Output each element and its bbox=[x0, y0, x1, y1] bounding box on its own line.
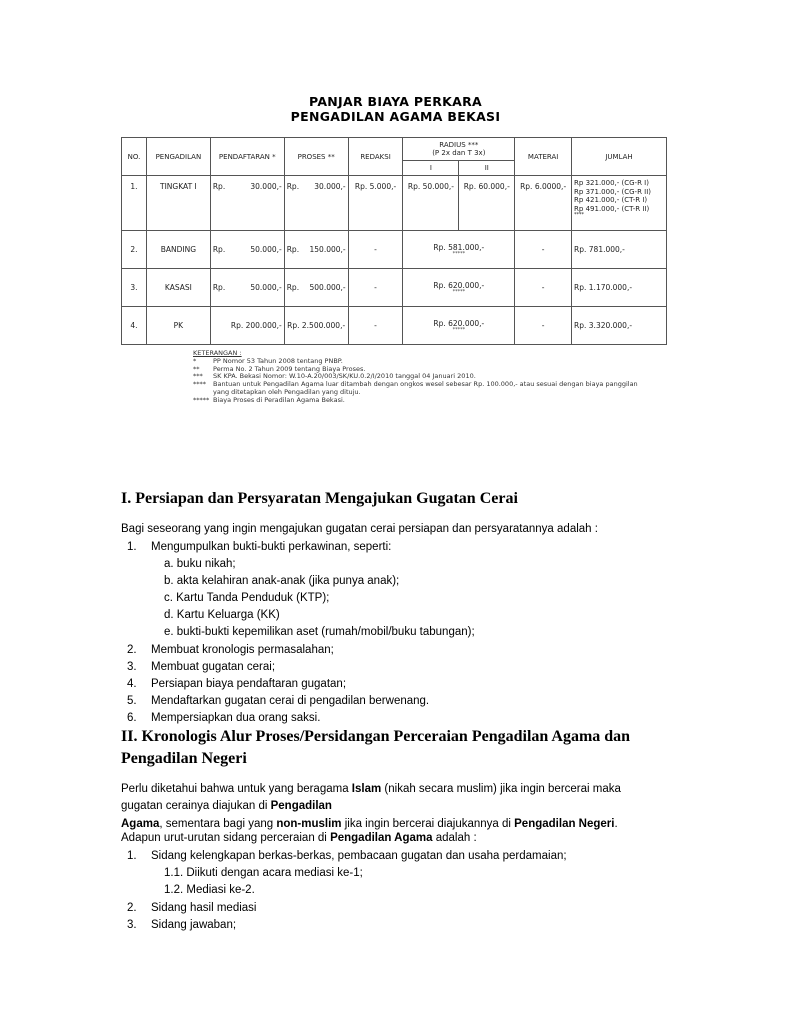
text-run: jika ingin bercerai diajukannya di bbox=[341, 818, 515, 830]
radius-value: Rp. 620.000,- bbox=[433, 318, 485, 328]
cell-amount: 150.000,- bbox=[309, 245, 346, 254]
cell-amount: 30.000,- bbox=[250, 182, 282, 191]
note-mark: * bbox=[193, 356, 197, 365]
list-item bbox=[127, 848, 567, 865]
section2-heading bbox=[121, 726, 630, 770]
radius-value: Rp. 581.000,- bbox=[433, 242, 485, 252]
cell-radius-i: Rp. 50.000,- bbox=[403, 176, 459, 231]
radius-label: RADIUS *** bbox=[439, 141, 479, 149]
section1-heading: I. Persiapan dan Persyaratan Mengajukan Gugatan Cerai bbox=[121, 490, 518, 507]
list-text: Mengumpulkan bukti-bukti perkawinan, seperti: bbox=[151, 541, 392, 553]
section2-para-line bbox=[121, 781, 621, 798]
section2-para-line bbox=[121, 798, 332, 815]
list-number: 2. bbox=[127, 644, 137, 656]
cell-jumlah bbox=[572, 176, 667, 231]
cell-jumlah: Rp. 781.000,- bbox=[572, 231, 667, 269]
col-header-radius-i: I bbox=[403, 161, 459, 176]
cell-materai: - bbox=[515, 231, 572, 269]
col-header-pengadilan: PENGADILAN bbox=[146, 138, 210, 176]
list-item bbox=[127, 693, 429, 710]
cell-currency: Rp. bbox=[212, 245, 226, 254]
list-text: Sidang jawaban; bbox=[151, 919, 237, 931]
col-header-no: NO. bbox=[122, 138, 147, 176]
cell-currency: Rp. bbox=[286, 182, 300, 191]
section1-intro: Bagi seseorang yang ingin mengajukan gugatan cerai persiapan dan persyaratannya adalah : bbox=[121, 523, 598, 535]
text-run: , sementara bagi yang bbox=[159, 818, 277, 830]
table-row bbox=[122, 231, 667, 269]
note-text: Bantuan untuk Pengadilan Agama luar ditambah dengan ongkos wesel sebesar Rp. 100.000,- atau sesuai dengan biaya panggilan bbox=[213, 380, 638, 389]
sub-list-item: a. buku nikah; bbox=[164, 558, 236, 570]
col-header-radius-ii: II bbox=[459, 161, 515, 176]
fee-table bbox=[121, 137, 667, 345]
col-header-proses: PROSES ** bbox=[284, 138, 348, 176]
cell-redaksi: Rp. 5.000,- bbox=[348, 176, 403, 231]
cell-currency: Rp. bbox=[212, 182, 226, 191]
list-text: Sidang kelengkapan berkas-berkas, pembacaan gugatan dan usaha perdamaian; bbox=[151, 850, 567, 862]
note-mark: *** bbox=[193, 372, 203, 381]
list-item bbox=[127, 710, 320, 727]
list-text: Membuat gugatan cerai; bbox=[151, 661, 276, 673]
list-item bbox=[127, 900, 256, 917]
text-run-bold: non-muslim bbox=[276, 818, 342, 830]
list-text: Mempersiapkan dua orang saksi. bbox=[151, 712, 321, 724]
note-mark: ***** bbox=[193, 395, 210, 404]
cell-pendaftaran: Rp. 200.000,- bbox=[210, 307, 284, 345]
cell-amount: 50.000,- bbox=[250, 245, 282, 254]
text-run: Perlu diketahui bahwa untuk yang beragama bbox=[121, 783, 352, 795]
table-row bbox=[122, 307, 667, 345]
list-number: 6. bbox=[127, 712, 137, 724]
cell-no: 2. bbox=[122, 231, 147, 269]
list-text: Sidang hasil mediasi bbox=[151, 902, 257, 914]
jumlah-line: Rp 491.000,- (CT-R II) bbox=[574, 204, 650, 213]
figure-title: PANJAR BIAYA PERKARA bbox=[309, 94, 482, 109]
list-number: 1. bbox=[127, 850, 137, 862]
list-text: Membuat kronologis permasalahan; bbox=[151, 644, 334, 656]
cell-amount: 50.000,- bbox=[250, 283, 282, 292]
text-run: . bbox=[614, 818, 618, 830]
figure-subtitle: PENGADILAN AGAMA BEKASI bbox=[290, 109, 501, 124]
cell-radius bbox=[403, 269, 515, 307]
note-text: SK KPA. Bekasi Nomor: W.10-A.20/003/SK/KU.0.2/I/2010 tanggal 04 Januari 2010. bbox=[213, 372, 476, 381]
cell-materai: - bbox=[515, 307, 572, 345]
list-item bbox=[127, 642, 334, 659]
list-number: 3. bbox=[127, 919, 137, 931]
cell-no: 1. bbox=[122, 176, 147, 231]
cell-radius bbox=[403, 231, 515, 269]
notes-heading: KETERANGAN : bbox=[193, 349, 242, 357]
list-item bbox=[127, 676, 346, 693]
cell-jumlah: Rp. 1.170.000,- bbox=[572, 269, 667, 307]
cell-pengadilan: PK bbox=[146, 307, 210, 345]
radius-stars: ***** bbox=[452, 250, 466, 257]
note-item bbox=[193, 397, 663, 405]
cell-redaksi: - bbox=[348, 307, 403, 345]
radius-stars: ***** bbox=[452, 326, 466, 333]
jumlah-stars: **** bbox=[574, 212, 585, 218]
text-run-bold: Agama bbox=[121, 818, 160, 830]
cell-proses bbox=[284, 176, 348, 231]
cell-materai: - bbox=[515, 269, 572, 307]
text-run-bold: Islam bbox=[351, 783, 382, 795]
section2-para-line bbox=[121, 830, 477, 847]
cell-proses bbox=[284, 231, 348, 269]
list-number: 1. bbox=[127, 541, 137, 553]
list-number: 5. bbox=[127, 695, 137, 707]
cell-radius bbox=[403, 307, 515, 345]
cell-amount: 500.000,- bbox=[309, 283, 346, 292]
note-text: Biaya Proses di Peradilan Agama Bekasi. bbox=[213, 395, 345, 404]
list-item bbox=[127, 917, 236, 934]
cell-pengadilan: KASASI bbox=[146, 269, 210, 307]
jumlah-line: Rp 371.000,- (CG-R II) bbox=[574, 187, 652, 196]
text-run-bold: Pengadilan Negeri bbox=[514, 818, 615, 830]
col-header-redaksi: REDAKSI bbox=[348, 138, 403, 176]
cell-pengadilan: BANDING bbox=[146, 231, 210, 269]
note-text: yang ditetapkan oleh Pengadilan yang dituju. bbox=[213, 387, 361, 396]
section2-heading-line2: Pengadilan Negeri bbox=[121, 750, 247, 767]
cell-currency: Rp. bbox=[286, 283, 300, 292]
cell-no: 4. bbox=[122, 307, 147, 345]
text-run-bold: Pengadilan Agama bbox=[330, 832, 433, 844]
jumlah-line: Rp 421.000,- (CT-R I) bbox=[574, 196, 648, 204]
col-header-jumlah: JUMLAH bbox=[572, 138, 667, 176]
cell-radius-ii: Rp. 60.000,- bbox=[459, 176, 515, 231]
table-header-row bbox=[122, 138, 667, 161]
cell-pendaftaran bbox=[210, 231, 284, 269]
cell-redaksi: - bbox=[348, 269, 403, 307]
radius-sublabel: (P 2x dan T 3x) bbox=[432, 149, 486, 157]
table-row bbox=[122, 176, 667, 231]
text-run: Adapun urut-urutan sidang perceraian di bbox=[121, 832, 331, 844]
table-notes bbox=[193, 350, 663, 405]
cell-currency: Rp. bbox=[212, 283, 226, 292]
sub-list-item: 1.2. Mediasi ke-2. bbox=[164, 884, 255, 896]
list-item bbox=[127, 539, 391, 556]
sub-list-item: c. Kartu Tanda Penduduk (KTP); bbox=[164, 592, 330, 604]
text-run: adalah : bbox=[432, 832, 477, 844]
jumlah-line: Rp 321.000,- (CG-R I) bbox=[574, 179, 649, 187]
col-header-materai: MATERAI bbox=[515, 138, 572, 176]
col-header-radius bbox=[403, 138, 515, 161]
radius-value: Rp. 620.000,- bbox=[433, 280, 485, 290]
sub-list-item: 1.1. Diikuti dengan acara mediasi ke-1; bbox=[164, 867, 363, 879]
cell-jumlah: Rp. 3.320.000,- bbox=[572, 307, 667, 345]
cell-redaksi: - bbox=[348, 231, 403, 269]
list-item bbox=[127, 659, 275, 676]
section2-heading-line1: II. Kronologis Alur Proses/Persidangan Perceraian Pengadilan Agama dan bbox=[121, 728, 631, 745]
col-header-pendaftaran: PENDAFTARAN * bbox=[210, 138, 284, 176]
cell-proses bbox=[284, 269, 348, 307]
radius-stars: ***** bbox=[452, 288, 466, 295]
cell-proses: Rp. 2.500.000,- bbox=[284, 307, 348, 345]
sub-list-item: d. Kartu Keluarga (KK) bbox=[164, 609, 280, 621]
text-run: (nikah secara muslim) jika ingin bercerai maka bbox=[381, 783, 621, 795]
text-run: gugatan cerainya diajukan di bbox=[121, 800, 271, 812]
cell-amount: 30.000,- bbox=[314, 182, 346, 191]
sub-list-item: e. bukti-bukti kepemilikan aset (rumah/mobil/buku tabungan); bbox=[164, 626, 475, 638]
text-run-bold: Pengadilan bbox=[270, 800, 332, 812]
list-number: 4. bbox=[127, 678, 137, 690]
list-text: Persiapan biaya pendaftaran gugatan; bbox=[151, 678, 347, 690]
note-text: Perma No. 2 Tahun 2009 tentang Biaya Proses. bbox=[213, 364, 366, 373]
sub-list-item: b. akta kelahiran anak-anak (jika punya anak); bbox=[164, 575, 400, 587]
list-number: 2. bbox=[127, 902, 137, 914]
table-row bbox=[122, 269, 667, 307]
cell-pengadilan: TINGKAT I bbox=[146, 176, 210, 231]
cell-pendaftaran bbox=[210, 269, 284, 307]
cell-materai: Rp. 6.0000,- bbox=[515, 176, 572, 231]
note-mark: ** bbox=[193, 364, 200, 373]
cell-pendaftaran bbox=[210, 176, 284, 231]
list-number: 3. bbox=[127, 661, 137, 673]
note-mark: **** bbox=[193, 380, 206, 389]
note-text: PP Nomor 53 Tahun 2008 tentang PNBP. bbox=[213, 356, 343, 365]
list-text: Mendaftarkan gugatan cerai di pengadilan berwenang. bbox=[151, 695, 430, 707]
cell-no: 3. bbox=[122, 269, 147, 307]
cell-currency: Rp. bbox=[286, 245, 300, 254]
